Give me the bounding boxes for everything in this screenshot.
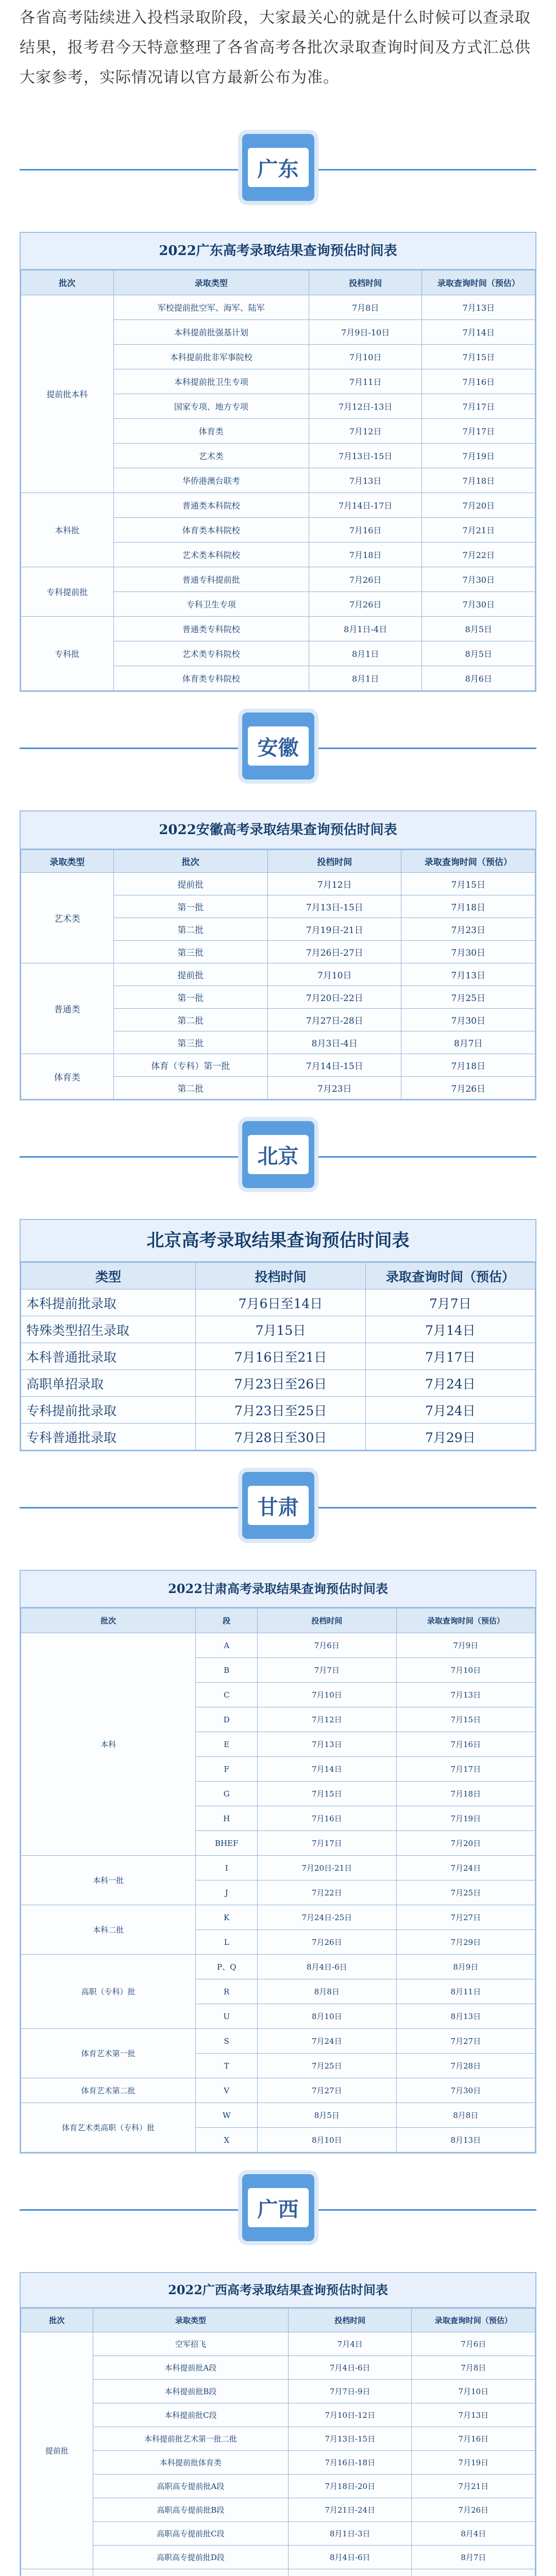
type-cell: 高职单招录取 bbox=[21, 1370, 196, 1397]
type-cell: 空军招飞 bbox=[93, 2332, 288, 2356]
header-cell: 录取查询时间（预估） bbox=[401, 850, 535, 873]
query-cell: 7月18日 bbox=[422, 468, 535, 493]
time-cell: 7月18日-20日 bbox=[288, 2475, 412, 2498]
query-cell: 7月27日 bbox=[396, 2029, 535, 2054]
table-row bbox=[21, 2451, 535, 2475]
type-cell: 本科提前批C段 bbox=[93, 2403, 288, 2427]
batch-cell: 专科提前批 bbox=[21, 567, 114, 617]
banner-badge bbox=[242, 134, 314, 201]
query-cell: 8月7日 bbox=[412, 2546, 535, 2569]
time-cell: 8月4日-6日 bbox=[288, 2546, 412, 2569]
seg-cell: BHEF bbox=[196, 1831, 258, 1856]
time-cell: 7月15日 bbox=[196, 1316, 365, 1343]
type-cell: 艺术类 bbox=[21, 873, 114, 963]
table-row bbox=[21, 2569, 535, 2576]
banner-badge bbox=[242, 713, 314, 779]
header-cell: 批次 bbox=[113, 850, 267, 873]
query-cell: 7月30日 bbox=[422, 592, 535, 617]
guangdong-section bbox=[0, 232, 556, 692]
query-cell: 7月10日 bbox=[396, 1658, 535, 1683]
time-cell: 7月24日-25日 bbox=[258, 1905, 396, 1930]
time-cell: 7月28日至30日 bbox=[196, 1423, 365, 1450]
province-banner-gansu bbox=[0, 1451, 556, 1570]
batch-cell: 本科一批 bbox=[21, 1856, 196, 1905]
batch-cell: 高职（专科）批 bbox=[21, 1955, 196, 2029]
batch-cell: 第一批 bbox=[113, 895, 267, 918]
query-cell: 7月14日 bbox=[365, 1316, 535, 1343]
seg-cell: D bbox=[196, 1707, 258, 1732]
time-cell: 8月10日 bbox=[258, 2128, 396, 2153]
query-cell: 7月15日 bbox=[401, 873, 535, 895]
table-row bbox=[21, 295, 535, 320]
time-cell: 7月20日-22日 bbox=[268, 986, 401, 1009]
time-cell: 8月4日-6日 bbox=[258, 1955, 396, 1979]
table-row bbox=[21, 2522, 535, 2546]
query-cell: 7月18日 bbox=[401, 1054, 535, 1077]
time-cell: 7月6日 bbox=[258, 1633, 396, 1658]
query-cell: 8月4日 bbox=[412, 2522, 535, 2546]
query-cell: 7月17日 bbox=[396, 1757, 535, 1782]
time-cell: 7月22日 bbox=[258, 1880, 396, 1905]
table-row bbox=[21, 2380, 535, 2403]
table-row bbox=[21, 2103, 535, 2128]
type-cell: 本科提前批体育类 bbox=[93, 2451, 288, 2475]
type-cell: 普通类本科院校 bbox=[113, 493, 309, 518]
seg-cell: L bbox=[196, 1930, 258, 1955]
query-cell: 7月24日 bbox=[396, 1856, 535, 1880]
query-cell: 8月13日 bbox=[396, 2004, 535, 2029]
query-cell: 8月13日 bbox=[396, 2128, 535, 2153]
seg-cell: S bbox=[196, 2029, 258, 2054]
query-cell: 7月20日 bbox=[422, 493, 535, 518]
time-cell: 7月14日-17日 bbox=[309, 493, 422, 518]
time-cell bbox=[288, 2569, 412, 2576]
query-cell: 7月21日 bbox=[412, 2475, 535, 2498]
seg-cell: C bbox=[196, 1683, 258, 1707]
time-cell: 8月8日 bbox=[258, 1979, 396, 2004]
query-cell: 7月21日 bbox=[422, 518, 535, 543]
query-cell: 7月24日 bbox=[365, 1370, 535, 1397]
query-cell: 7月13日 bbox=[401, 963, 535, 986]
batch-cell: 专科批 bbox=[21, 617, 114, 691]
table-row bbox=[21, 1856, 535, 1880]
table-row bbox=[21, 873, 535, 895]
seg-cell: J bbox=[196, 1880, 258, 1905]
batch-cell: 第三批 bbox=[113, 941, 267, 963]
time-cell: 8月1日 bbox=[309, 666, 422, 691]
query-cell: 7月27日 bbox=[396, 1905, 535, 1930]
province-name: 广西 bbox=[248, 2188, 309, 2227]
time-cell: 7月11日 bbox=[309, 369, 422, 394]
banner-badge bbox=[242, 1472, 314, 1539]
province-banner-anhui bbox=[0, 692, 556, 810]
time-cell: 7月6日至14日 bbox=[196, 1290, 365, 1316]
query-cell: 7月16日 bbox=[396, 1732, 535, 1757]
type-cell: 专科普通批录取 bbox=[21, 1423, 196, 1450]
table-row bbox=[21, 1955, 535, 1979]
query-cell: 7月13日 bbox=[396, 1683, 535, 1707]
province-name: 甘肃 bbox=[248, 1486, 309, 1525]
time-cell: 7月26日 bbox=[309, 592, 422, 617]
type-cell: 本科提前批强基计划 bbox=[113, 320, 309, 345]
time-cell: 7月13日-15日 bbox=[309, 444, 422, 468]
type-cell bbox=[93, 2569, 288, 2576]
time-cell: 7月4日 bbox=[288, 2332, 412, 2356]
table-header-row bbox=[21, 1608, 535, 1633]
time-cell: 7月25日 bbox=[258, 2054, 396, 2078]
query-cell: 7月8日 bbox=[412, 2356, 535, 2380]
table-title: 2022广东高考录取结果查询预估时间表 bbox=[21, 233, 535, 270]
query-cell: 8月5日 bbox=[422, 641, 535, 666]
type-cell: 本科普通批录取 bbox=[21, 1343, 196, 1370]
type-cell: 艺术类专科院校 bbox=[113, 641, 309, 666]
table-row bbox=[21, 1370, 535, 1397]
table-row bbox=[21, 617, 535, 641]
table-title: 2022广西高考录取结果查询预估时间表 bbox=[21, 2273, 535, 2308]
query-cell: 7月18日 bbox=[401, 895, 535, 918]
time-cell: 7月13日-15日 bbox=[268, 895, 401, 918]
table-row bbox=[21, 1343, 535, 1370]
time-cell: 7月16日至21日 bbox=[196, 1343, 365, 1370]
time-cell: 8月10日 bbox=[258, 2004, 396, 2029]
time-cell: 8月1日 bbox=[309, 641, 422, 666]
seg-cell: F bbox=[196, 1757, 258, 1782]
header-cell: 批次 bbox=[21, 1608, 196, 1633]
batch-cell: 第一批 bbox=[113, 986, 267, 1009]
time-cell: 7月13日 bbox=[309, 468, 422, 493]
time-cell: 8月5日 bbox=[258, 2103, 396, 2128]
batch-cell: 体育（专科）第一批 bbox=[113, 1054, 267, 1077]
query-cell: 7月30日 bbox=[422, 567, 535, 592]
type-cell: 军校提前批空军、海军、陆军 bbox=[113, 295, 309, 320]
time-cell: 7月13日-15日 bbox=[288, 2427, 412, 2451]
seg-cell: H bbox=[196, 1806, 258, 1831]
type-cell: 本科提前批艺术第一批二批 bbox=[93, 2427, 288, 2451]
time-cell: 7月23日 bbox=[268, 1077, 401, 1099]
seg-cell: K bbox=[196, 1905, 258, 1930]
query-cell: 7月19日 bbox=[422, 444, 535, 468]
anhui-table bbox=[21, 850, 535, 1099]
seg-cell: B bbox=[196, 1658, 258, 1683]
batch-cell: 提前批本科 bbox=[21, 295, 114, 493]
type-cell: 高职高专提前批D段 bbox=[93, 2546, 288, 2569]
time-cell: 7月7日 bbox=[258, 1658, 396, 1683]
query-cell: 7月15日 bbox=[422, 345, 535, 369]
batch-cell: 提前批 bbox=[21, 2332, 93, 2569]
batch-cell: 体育艺术类高职（专科）批 bbox=[21, 2103, 196, 2153]
query-cell: 8月8日 bbox=[396, 2103, 535, 2128]
province-name: 北京 bbox=[248, 1135, 309, 1174]
batch-cell: 体育艺术第二批 bbox=[21, 2078, 196, 2103]
type-cell: 普通类专科院校 bbox=[113, 617, 309, 641]
time-cell: 8月1日-3日 bbox=[288, 2522, 412, 2546]
type-cell: 特殊类型招生录取 bbox=[21, 1316, 196, 1343]
table-row bbox=[21, 1397, 535, 1423]
query-cell: 7月25日 bbox=[401, 986, 535, 1009]
header-cell: 录取类型 bbox=[21, 850, 114, 873]
time-cell: 7月17日 bbox=[258, 1831, 396, 1856]
header-cell: 录取查询时间（预估） bbox=[365, 1263, 535, 1290]
time-cell: 7月14日 bbox=[258, 1757, 396, 1782]
type-cell: 本科提前批非军事院校 bbox=[113, 345, 309, 369]
query-cell: 7月17日 bbox=[422, 394, 535, 419]
query-cell: 7月15日 bbox=[396, 1707, 535, 1732]
query-cell: 7月7日 bbox=[365, 1290, 535, 1316]
guangxi-section bbox=[0, 2272, 556, 2576]
time-cell: 7月26日-27日 bbox=[268, 941, 401, 963]
query-cell: 7月26日 bbox=[401, 1077, 535, 1099]
table-title: 北京高考录取结果查询预估时间表 bbox=[21, 1220, 535, 1262]
guangxi-card bbox=[20, 2272, 536, 2576]
time-cell: 7月12日 bbox=[258, 1707, 396, 1732]
province-banner-guangxi bbox=[0, 2154, 556, 2272]
type-cell: 普通专科提前批 bbox=[113, 567, 309, 592]
type-cell: 高职高专提前批B段 bbox=[93, 2498, 288, 2522]
header-cell: 投档时间 bbox=[288, 2309, 412, 2332]
gansu-section bbox=[0, 1570, 556, 2154]
header-cell: 批次 bbox=[21, 2309, 93, 2332]
query-cell: 7月30日 bbox=[396, 2078, 535, 2103]
time-cell: 7月16日 bbox=[258, 1806, 396, 1831]
query-cell: 7月30日 bbox=[401, 1009, 535, 1031]
time-cell: 7月8日 bbox=[309, 295, 422, 320]
table-row bbox=[21, 2356, 535, 2380]
table-row bbox=[21, 2029, 535, 2054]
header-cell: 投档时间 bbox=[258, 1608, 396, 1633]
type-cell: 国家专项、地方专项 bbox=[113, 394, 309, 419]
query-cell: 8月6日 bbox=[422, 666, 535, 691]
type-cell: 高职高专提前批A段 bbox=[93, 2475, 288, 2498]
query-cell: 7月19日 bbox=[412, 2451, 535, 2475]
guangdong-table bbox=[21, 270, 535, 691]
batch-cell: 第三批 bbox=[113, 1031, 267, 1054]
time-cell: 8月3日-4日 bbox=[268, 1031, 401, 1054]
query-cell: 7月28日 bbox=[396, 2054, 535, 2078]
seg-cell: R bbox=[196, 1979, 258, 2004]
seg-cell: A bbox=[196, 1633, 258, 1658]
time-cell: 7月26日 bbox=[258, 1930, 396, 1955]
header-cell: 批次 bbox=[21, 270, 114, 295]
table-title: 2022安徽高考录取结果查询预估时间表 bbox=[21, 811, 535, 850]
type-cell: 本科提前批B段 bbox=[93, 2380, 288, 2403]
type-cell: 华侨港澳台联考 bbox=[113, 468, 309, 493]
type-cell: 本科提前批录取 bbox=[21, 1290, 196, 1316]
banner-badge bbox=[242, 1121, 314, 1188]
batch-cell: 第二批 bbox=[113, 918, 267, 941]
time-cell: 7月27日 bbox=[258, 2078, 396, 2103]
header-cell: 段 bbox=[196, 1608, 258, 1633]
province-banner-beijing bbox=[0, 1100, 556, 1219]
table-row bbox=[21, 2078, 535, 2103]
type-cell: 体育类专科院校 bbox=[113, 666, 309, 691]
time-cell: 7月12日 bbox=[268, 873, 401, 895]
batch-cell: 体育艺术第一批 bbox=[21, 2029, 196, 2078]
type-cell: 专科卫生专项 bbox=[113, 592, 309, 617]
query-cell: 8月9日 bbox=[396, 1955, 535, 1979]
time-cell: 7月13日 bbox=[258, 1732, 396, 1757]
table-row bbox=[21, 493, 535, 518]
table-row bbox=[21, 1316, 535, 1343]
table-row bbox=[21, 1290, 535, 1316]
table-row bbox=[21, 2498, 535, 2522]
query-cell: 8月11日 bbox=[396, 1979, 535, 2004]
batch-cell: 本科二批 bbox=[21, 1905, 196, 1955]
seg-cell: E bbox=[196, 1732, 258, 1757]
time-cell: 7月10日 bbox=[268, 963, 401, 986]
province-banner-guangdong bbox=[0, 113, 556, 232]
time-cell: 7月26日 bbox=[309, 567, 422, 592]
province-name: 广东 bbox=[248, 148, 309, 187]
table-row bbox=[21, 2332, 535, 2356]
time-cell: 7月12日-13日 bbox=[309, 394, 422, 419]
query-cell: 7月14日 bbox=[422, 320, 535, 345]
time-cell: 7月12日 bbox=[309, 419, 422, 444]
time-cell: 7月10日-12日 bbox=[288, 2403, 412, 2427]
batch-cell: 提前批 bbox=[113, 963, 267, 986]
seg-cell: W bbox=[196, 2103, 258, 2128]
type-cell: 体育类 bbox=[113, 419, 309, 444]
time-cell: 7月10日 bbox=[258, 1683, 396, 1707]
batch-cell: 本科 bbox=[21, 1633, 196, 1856]
query-cell: 8月5日 bbox=[422, 617, 535, 641]
header-cell: 录取查询时间（预估） bbox=[422, 270, 535, 295]
gansu-card bbox=[20, 1570, 536, 2154]
time-cell: 7月9日-10日 bbox=[309, 320, 422, 345]
query-cell bbox=[412, 2569, 535, 2576]
anhui-card bbox=[20, 810, 536, 1100]
query-cell: 7月18日 bbox=[396, 1782, 535, 1806]
guangxi-table bbox=[21, 2308, 535, 2576]
type-cell: 专科提前批录取 bbox=[21, 1397, 196, 1423]
time-cell: 7月10日 bbox=[309, 345, 422, 369]
query-cell: 7月10日 bbox=[412, 2380, 535, 2403]
query-cell: 7月29日 bbox=[396, 1930, 535, 1955]
table-row bbox=[21, 2427, 535, 2451]
type-cell: 艺术类本科院校 bbox=[113, 543, 309, 567]
table-header-row bbox=[21, 2309, 535, 2332]
query-cell: 7月20日 bbox=[396, 1831, 535, 1856]
query-cell: 7月17日 bbox=[422, 419, 535, 444]
gansu-table bbox=[21, 1608, 535, 2153]
query-cell: 7月13日 bbox=[422, 295, 535, 320]
table-header-row bbox=[21, 1263, 535, 1290]
table-row bbox=[21, 2475, 535, 2498]
batch-cell: 本科批 bbox=[21, 493, 114, 567]
type-cell: 本科提前批卫生专项 bbox=[113, 369, 309, 394]
table-row bbox=[21, 567, 535, 592]
seg-cell: I bbox=[196, 1856, 258, 1880]
query-cell: 7月6日 bbox=[412, 2332, 535, 2356]
type-cell: 普通类 bbox=[21, 963, 114, 1054]
type-cell: 高职高专提前批C段 bbox=[93, 2522, 288, 2546]
table-row bbox=[21, 1054, 535, 1077]
seg-cell: U bbox=[196, 2004, 258, 2029]
table-row bbox=[21, 963, 535, 986]
time-cell: 7月23日至26日 bbox=[196, 1370, 365, 1397]
time-cell: 7月24日 bbox=[258, 2029, 396, 2054]
time-cell: 7月18日 bbox=[309, 543, 422, 567]
query-cell: 7月29日 bbox=[365, 1423, 535, 1450]
table-row bbox=[21, 1905, 535, 1930]
time-cell: 7月7日-9日 bbox=[288, 2380, 412, 2403]
batch-cell: 第二批 bbox=[113, 1009, 267, 1031]
time-cell: 8月1日-4日 bbox=[309, 617, 422, 641]
beijing-section bbox=[0, 1219, 556, 1451]
header-cell: 类型 bbox=[21, 1263, 196, 1290]
query-cell: 8月7日 bbox=[401, 1031, 535, 1054]
seg-cell: X bbox=[196, 2128, 258, 2153]
time-cell: 7月27日-28日 bbox=[268, 1009, 401, 1031]
intro-text: 各省高考陆续进入投档录取阶段，大家最关心的就是什么时候可以查录取结果，报考君今天特意整理了各省高考各批次录取查询时间及方式汇总供大家参考，实际情况请以官方最新公布为准。 bbox=[20, 9, 531, 87]
header-cell: 录取查询时间（预估） bbox=[412, 2309, 535, 2332]
time-cell: 7月20日-21日 bbox=[258, 1856, 396, 1880]
type-cell: 本科提前批A段 bbox=[93, 2356, 288, 2380]
beijing-table bbox=[21, 1262, 535, 1450]
time-cell: 7月14日-15日 bbox=[268, 1054, 401, 1077]
table-row bbox=[21, 1633, 535, 1658]
time-cell: 7月4日-6日 bbox=[288, 2356, 412, 2380]
type-cell: 体育类本科院校 bbox=[113, 518, 309, 543]
query-cell: 7月23日 bbox=[401, 918, 535, 941]
batch-cell bbox=[21, 2569, 93, 2576]
anhui-section bbox=[0, 810, 556, 1100]
header-cell: 录取查询时间（预估） bbox=[396, 1608, 535, 1633]
query-cell: 7月25日 bbox=[396, 1880, 535, 1905]
table-header-row bbox=[21, 850, 535, 873]
query-cell: 7月22日 bbox=[422, 543, 535, 567]
header-cell: 投档时间 bbox=[309, 270, 422, 295]
query-cell: 7月24日 bbox=[365, 1397, 535, 1423]
time-cell: 7月19日-21日 bbox=[268, 918, 401, 941]
query-cell: 7月26日 bbox=[412, 2498, 535, 2522]
header-cell: 投档时间 bbox=[196, 1263, 365, 1290]
batch-cell: 提前批 bbox=[113, 873, 267, 895]
seg-cell: V bbox=[196, 2078, 258, 2103]
header-cell: 投档时间 bbox=[268, 850, 401, 873]
query-cell: 7月16日 bbox=[412, 2427, 535, 2451]
time-cell: 7月16日-18日 bbox=[288, 2451, 412, 2475]
seg-cell: G bbox=[196, 1782, 258, 1806]
time-cell: 7月15日 bbox=[258, 1782, 396, 1806]
table-title: 2022甘肃高考录取结果查询预估时间表 bbox=[21, 1571, 535, 1608]
header-cell: 录取类型 bbox=[113, 270, 309, 295]
table-row bbox=[21, 2546, 535, 2569]
banner-badge bbox=[242, 2174, 314, 2241]
beijing-card bbox=[20, 1219, 536, 1451]
table-header-row bbox=[21, 270, 535, 295]
table-row bbox=[21, 1423, 535, 1450]
province-name: 安徽 bbox=[248, 726, 309, 766]
query-cell: 7月30日 bbox=[401, 941, 535, 963]
query-cell: 7月13日 bbox=[412, 2403, 535, 2427]
guangdong-card bbox=[20, 232, 536, 692]
seg-cell: P、Q bbox=[196, 1955, 258, 1979]
time-cell: 7月23日至25日 bbox=[196, 1397, 365, 1423]
batch-cell: 第二批 bbox=[113, 1077, 267, 1099]
type-cell: 艺术类 bbox=[113, 444, 309, 468]
table-row bbox=[21, 2403, 535, 2427]
query-cell: 7月16日 bbox=[422, 369, 535, 394]
query-cell: 7月19日 bbox=[396, 1806, 535, 1831]
query-cell: 7月17日 bbox=[365, 1343, 535, 1370]
time-cell: 7月21日-24日 bbox=[288, 2498, 412, 2522]
time-cell: 7月16日 bbox=[309, 518, 422, 543]
header-cell: 录取类型 bbox=[93, 2309, 288, 2332]
type-cell: 体育类 bbox=[21, 1054, 114, 1099]
query-cell: 7月9日 bbox=[396, 1633, 535, 1658]
seg-cell: T bbox=[196, 2054, 258, 2078]
